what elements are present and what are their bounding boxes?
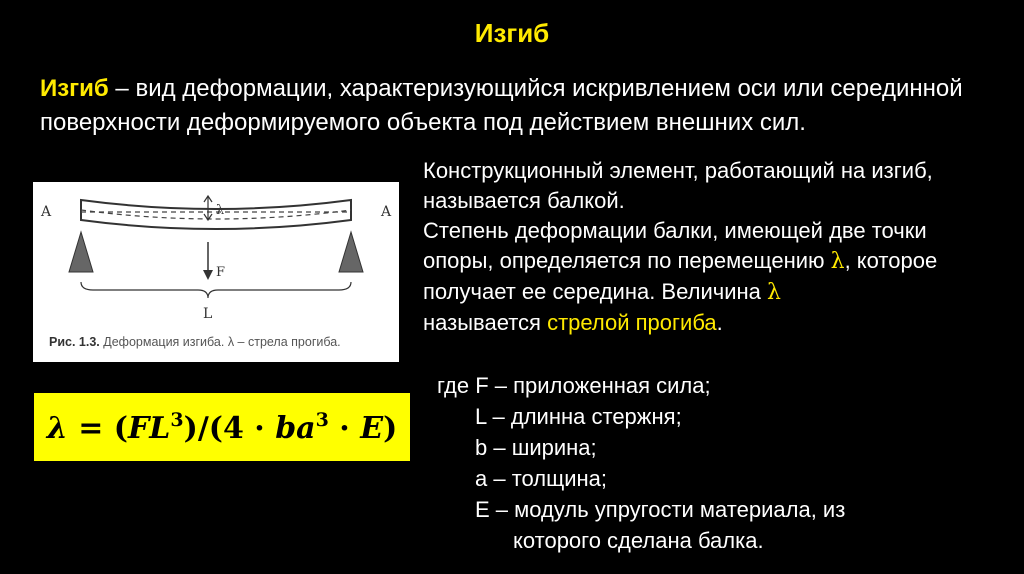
f-exp1: 3	[170, 408, 184, 431]
beam-description-line2	[423, 216, 993, 338]
label-a-left: A	[41, 204, 52, 220]
definition-term: Изгиб	[40, 75, 109, 102]
f-lambda: λ	[46, 410, 68, 446]
f-eq: = (	[67, 410, 128, 446]
desc-text-a: Степень деформации балки, имеющей две точки опоры, определяется по перемещению	[423, 218, 927, 273]
label-a-right: A	[381, 204, 392, 220]
beam-bending-figure	[33, 182, 399, 362]
label-lambda: λ	[216, 203, 225, 218]
caption-ref: Рис. 1.3.	[49, 335, 100, 349]
left-support	[69, 232, 93, 272]
legend-item: a – толщина;	[475, 466, 607, 491]
f-exp2: 3	[315, 408, 329, 431]
desc-text-b: , которое получает ее середина. Величина	[423, 248, 938, 304]
length-brace	[81, 282, 351, 298]
slide-title: Изгиб	[474, 18, 550, 48]
legend-item: E – модуль упругости материала, из	[475, 497, 846, 522]
desc-text-c: называется	[423, 310, 548, 335]
caption-text: Деформация изгиба. λ – стрела прогиба.	[99, 335, 341, 349]
f-close: )	[383, 410, 398, 446]
figure-caption	[49, 335, 394, 349]
definition-paragraph	[40, 72, 990, 140]
legend-item: где F – приложенная сила;	[437, 373, 711, 398]
formula-box	[34, 393, 410, 461]
deflection-term: стрелой прогиба	[547, 310, 717, 335]
f-fl: FL	[127, 410, 171, 446]
variable-legend	[437, 370, 997, 556]
f-mid: )/(	[183, 410, 223, 446]
legend-item: L – длинна стержня;	[475, 404, 682, 429]
deflection-formula	[47, 409, 398, 446]
lambda-symbol: λ	[830, 249, 845, 274]
f-dot1: ·	[243, 410, 276, 446]
f-e: E	[360, 410, 384, 446]
f-ba: ba	[275, 410, 316, 446]
desc-end: .	[716, 310, 723, 335]
beam-description	[423, 156, 993, 338]
label-force: F	[216, 265, 226, 280]
f-four: 4	[222, 410, 244, 446]
f-dot2: ·	[328, 410, 361, 446]
definition-text: – вид деформации, характеризующийся искривлением оси или серединной поверхности деформируемого объекта под действием внешних сил.	[40, 75, 963, 136]
legend-item: которого сделана балка.	[513, 528, 764, 553]
legend-item: b – ширина;	[475, 435, 597, 460]
label-length: L	[203, 306, 213, 322]
lambda-symbol-2: λ	[767, 280, 781, 305]
beam-description-line1: Конструкционный элемент, работающий на изгиб, называется балкой.	[423, 158, 933, 213]
right-support	[339, 232, 363, 272]
